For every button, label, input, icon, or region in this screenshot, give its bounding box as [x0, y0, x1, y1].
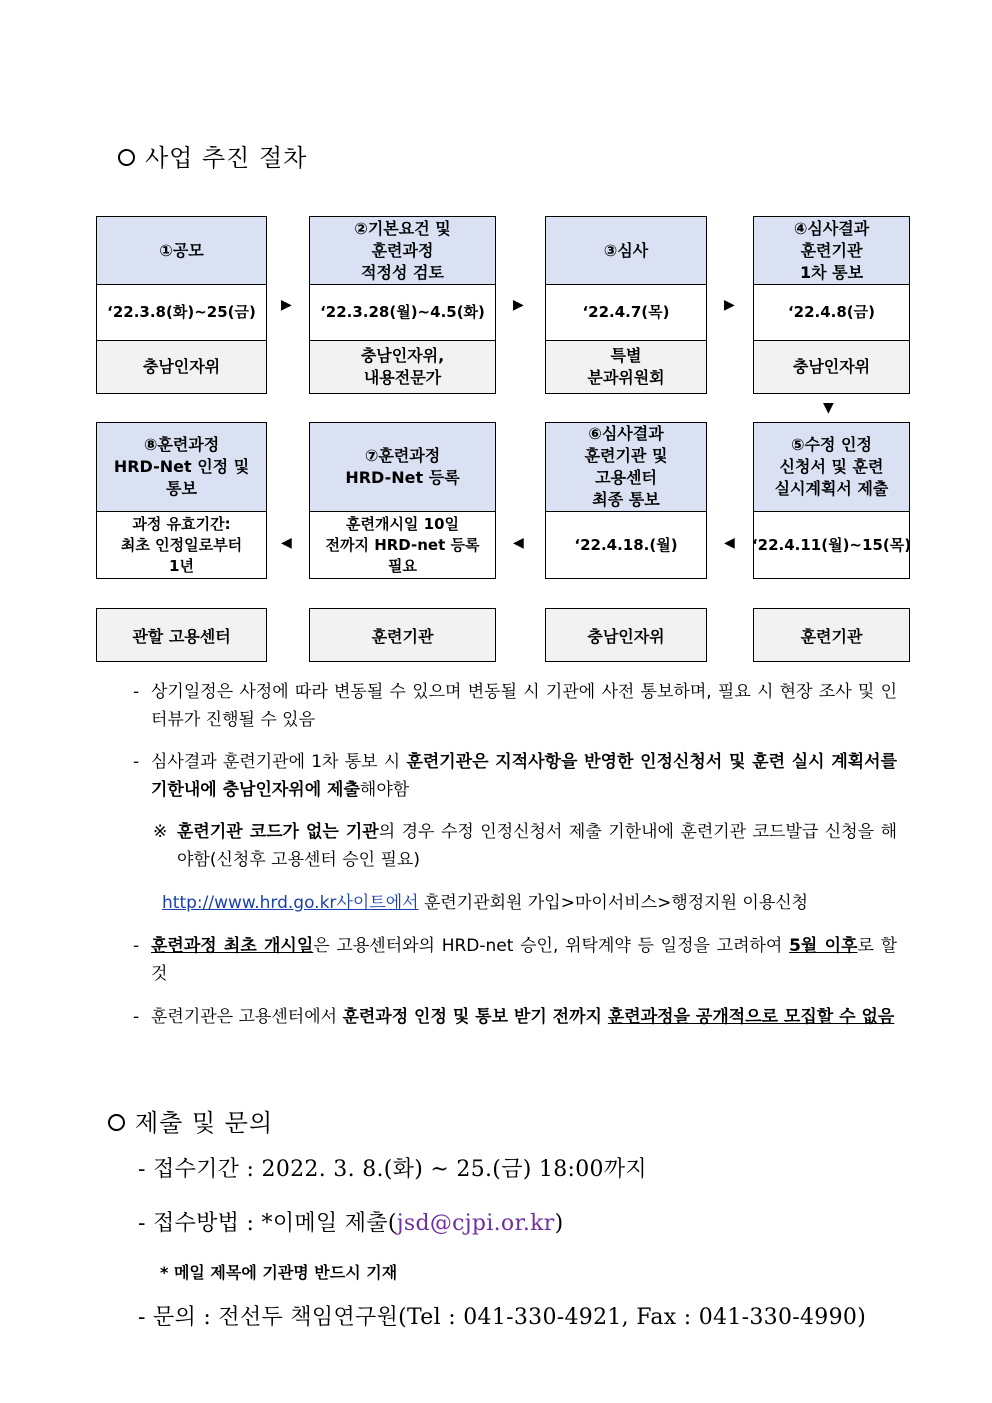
note-text-part: 훈련기관은 고용센터에서 [151, 1007, 343, 1027]
owner-box-5: 훈련기관 [753, 608, 910, 662]
step-title: ⑤수정 인정 신청서 및 훈련 실시계획서 제출 [754, 423, 909, 512]
dash-bullet: - [133, 752, 140, 772]
email-link[interactable]: jsd@cjpi.or.kr [396, 1211, 555, 1236]
step-box-5 [753, 422, 910, 579]
step-title: ⑧훈련과정 HRD-Net 인정 및 통보 [97, 423, 266, 512]
step-box-6 [545, 422, 707, 579]
note-text-bold: 훈련기관은 지적사항을 반영한 인정신청서 및 훈련 실시 계획서를 기한내에 충남인자위에 제출 [151, 752, 898, 800]
dash-bullet: - [133, 936, 140, 956]
step-title: ④심사결과 훈련기관 1차 통보 [754, 217, 909, 285]
note-text [151, 748, 897, 804]
step-org: 충남인자위, 내용전문가 [310, 341, 495, 393]
circle-bullet-icon [118, 149, 135, 166]
mail-subject-note: * 메일 제목에 기관명 반드시 기재 [160, 1263, 398, 1282]
section-title-procedure [118, 138, 307, 173]
step-org: 충남인자위 [754, 341, 909, 393]
dash-bullet: - [133, 682, 140, 702]
note-text [151, 932, 897, 988]
arrow-right-icon: ▶ [513, 297, 524, 313]
note-text-bold: 훈련과정 인정 및 통보 받기 전까지 [342, 1007, 608, 1027]
note-text-part: 훈련기관회원 가입>마이서비스>행정지원 이용신청 [418, 893, 809, 913]
note-text-bold: 훈련과정을 공개적으로 모집할 수 없음 [607, 1007, 895, 1027]
step-title: ⑦훈련과정 HRD-Net 등록 [310, 423, 495, 512]
note-start-date [133, 932, 897, 988]
step-date: ‘22.3.8(화)~25(금) [97, 285, 266, 341]
step-title: ⑥심사결과 훈련기관 및 고용센터 최종 통보 [546, 423, 706, 512]
note-text [151, 1003, 897, 1031]
method-text: ) [554, 1211, 564, 1236]
note-schedule-change [133, 678, 897, 734]
step-title: ②기본요건 및 훈련과정 적정성 검토 [310, 217, 495, 285]
step-box-8 [96, 422, 267, 579]
note-hrd-link [162, 889, 902, 919]
inquiry-contact: - 문의 : 전선두 책임연구원(Tel : 041-330-4921, Fax : 041-330-4990) [138, 1305, 867, 1330]
reference-mark: ※ [153, 822, 168, 842]
step-box-1 [96, 216, 267, 394]
step-org: 충남인자위 [97, 341, 266, 393]
note-recruit-restriction [133, 1003, 897, 1059]
note-text-part: 은 고용센터와의 HRD-net 승인, 위탁계약 등 일정을 고려하여 [313, 936, 790, 956]
step-title: ①공모 [97, 217, 266, 285]
arrow-right-icon: ▶ [281, 297, 292, 313]
step-title: ③심사 [546, 217, 706, 285]
owner-box-6: 충남인자위 [545, 608, 707, 662]
section-title-text: 제출 및 문의 [135, 1109, 274, 1137]
method-text: - 접수방법 : *이메일 제출( [138, 1211, 397, 1236]
circle-bullet-icon [108, 1114, 125, 1131]
step-note: 과정 유효기간: 최초 인정일로부터 1년 [120, 514, 243, 575]
step-date: ‘22.4.11(월)~15(목) [751, 535, 912, 554]
step-box-2 [309, 216, 496, 394]
note-text-part: 해야함 [359, 780, 410, 800]
note-first-notice [133, 748, 897, 804]
step-date: ‘22.4.18.(월) [574, 535, 678, 554]
arrow-left-icon: ◀ [513, 535, 524, 551]
section-title-text: 사업 추진 절차 [145, 144, 308, 172]
hrd-website-link[interactable]: http://www.hrd.go.kr사이트에서 [162, 893, 419, 913]
step-box-4 [753, 216, 910, 394]
step-date: ‘22.4.7(목) [546, 285, 706, 341]
step-date: ‘22.3.28(월)~4.5(화) [310, 285, 495, 341]
step-box-7 [309, 422, 496, 579]
arrow-right-icon: ▶ [724, 297, 735, 313]
owner-box-8: 관할 고용센터 [96, 608, 267, 662]
dash-bullet: - [133, 1007, 140, 1027]
note-text-bold: 훈련기관 코드가 없는 기관 [177, 822, 379, 842]
arrow-left-icon: ◀ [724, 535, 735, 551]
step-date: ‘22.4.8(금) [754, 285, 909, 341]
arrow-left-icon: ◀ [281, 535, 292, 551]
note-text-part: 의 경우 수정 인정신청서 제출 기한내에 훈련기관 코드발급 신청을 해야함(신청후 고용센터 승인 필요) [177, 822, 897, 870]
note-text-part: 로 할 것 [151, 936, 898, 984]
step-org: 특별 분과위원회 [546, 341, 706, 393]
note-text-bold: 훈련과정 최초 개시일 [151, 936, 314, 956]
step-box-3 [545, 216, 707, 394]
note-text-bold: 5월 이후 [789, 936, 858, 956]
section-title-submission [108, 1103, 273, 1138]
note-code-issue [153, 818, 897, 874]
arrow-down-icon: ▼ [823, 400, 834, 416]
note-text-part: 심사결과 훈련기관에 1차 통보 시 [151, 752, 407, 772]
note-text: 상기일정은 사정에 따라 변동될 수 있으며 변동될 시 기관에 사전 통보하며, 필요 시 현장 조사 및 인터뷰가 진행될 수 있음 [151, 682, 897, 730]
submission-method [138, 1206, 564, 1237]
owner-box-7: 훈련기관 [309, 608, 496, 662]
submission-period: - 접수기간 : 2022. 3. 8.(화) ~ 25.(금) 18:00까지 [138, 1157, 647, 1182]
step-note: 훈련개시일 10일 전까지 HRD-net 등록 필요 [325, 514, 480, 575]
note-text [177, 818, 897, 874]
